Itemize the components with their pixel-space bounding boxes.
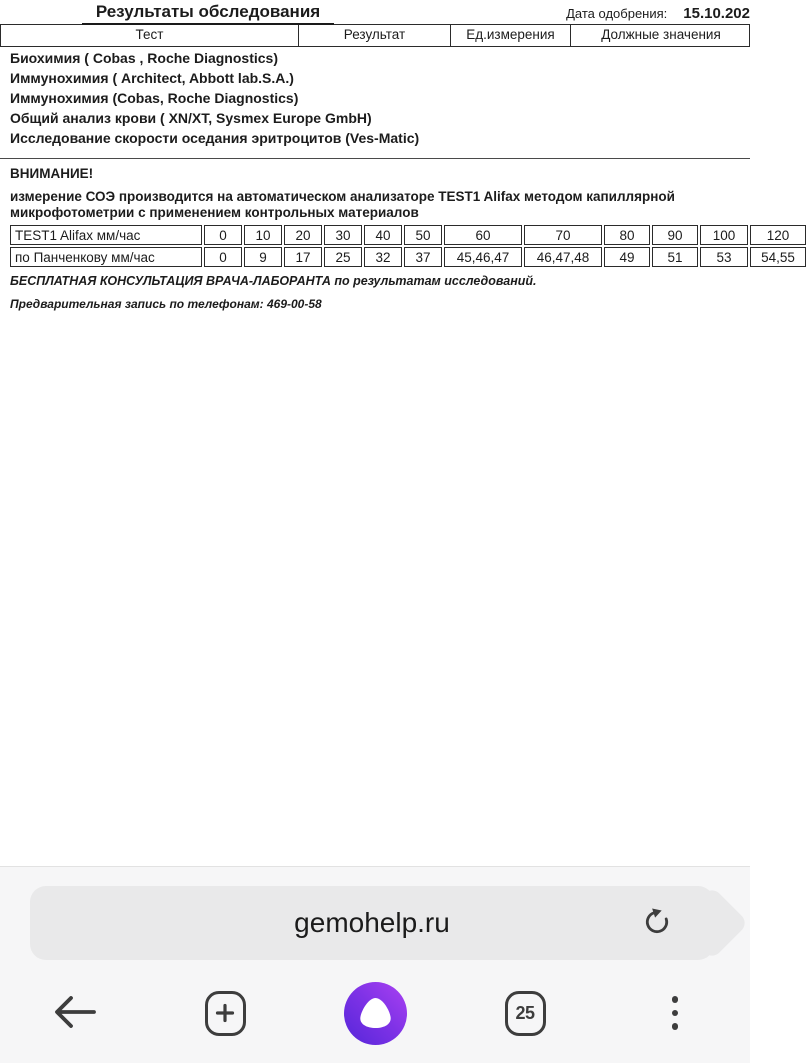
conversion-row [10, 247, 806, 267]
conversion-cell: 100 [700, 225, 748, 245]
column-header-result: Результат [298, 25, 450, 46]
conversion-cell: 51 [652, 247, 698, 267]
conversion-cell: 49 [604, 247, 650, 267]
lab-table-body [0, 47, 750, 147]
menu-button[interactable] [600, 974, 750, 1052]
url-text: gemohelp.ru [294, 907, 450, 938]
conversion-cell: 32 [364, 247, 402, 267]
page-title: Результаты обследования [82, 2, 334, 25]
notice-section [0, 158, 750, 221]
back-arrow-icon [51, 992, 99, 1035]
approval-date-label: Дата одобрения: [566, 6, 668, 21]
notice-text: измерение СОЭ производится на автоматическом анализаторе TEST1 Alifax методом капиллярной микрофотометрии с применением контрольных материалов [10, 189, 675, 220]
conversion-row-label: TEST1 Alifax мм/час [10, 225, 202, 245]
notice-heading: ВНИМАНИЕ! [10, 166, 94, 181]
new-tab-button[interactable] [150, 974, 300, 1052]
conversion-cell: 37 [404, 247, 442, 267]
tabs-count: 25 [515, 1002, 535, 1023]
conversion-cell: 70 [524, 225, 602, 245]
alice-icon [344, 982, 407, 1045]
conversion-cell: 54,55 [750, 247, 806, 267]
conversion-cell: 40 [364, 225, 402, 245]
conversion-cell: 0 [204, 247, 242, 267]
back-button[interactable] [0, 974, 150, 1052]
tabs-button[interactable] [450, 974, 600, 1052]
column-header-reference: Должные значения [570, 25, 751, 46]
conversion-cell: 60 [444, 225, 522, 245]
alice-assistant-button[interactable] [300, 974, 450, 1052]
conversion-cell: 120 [750, 225, 806, 245]
lab-table-header [0, 24, 750, 47]
conversion-cell: 90 [652, 225, 698, 245]
bottom-navigation-bar [0, 974, 750, 1052]
conversion-cell: 10 [244, 225, 282, 245]
report-title-bar [0, 2, 750, 24]
conversion-cell: 20 [284, 225, 322, 245]
column-header-units: Ед.измерения [450, 25, 570, 46]
section-header: Иммунохимия (Cobas, Roche Diagnostics) [10, 90, 299, 106]
column-header-test: Тест [135, 27, 164, 42]
section-header: Общий анализ крови ( XN/XT, Sysmex Europe GmbH) [10, 110, 372, 126]
conversion-cell: 0 [204, 225, 242, 245]
soe-conversion-table [8, 223, 808, 269]
section-header: Биохимия ( Cobas , Roche Diagnostics) [10, 50, 278, 66]
conversion-cell: 53 [700, 247, 748, 267]
approval-date-value: 15.10.202 [683, 5, 750, 22]
reload-icon [641, 906, 673, 941]
section-header: Исследование скорости оседания эритроцитов (Ves-Matic) [10, 130, 420, 146]
conversion-cell: 45,46,47 [444, 247, 522, 267]
consultation-note: БЕСПЛАТНАЯ КОНСУЛЬТАЦИЯ ВРАЧА-ЛАБОРАНТА по результатам исследований. [10, 274, 537, 288]
browser-chrome [0, 866, 750, 1063]
section-header: Иммунохимия ( Architect, Abbott lab.S.A.) [10, 70, 294, 86]
conversion-cell: 9 [244, 247, 282, 267]
plus-icon [205, 991, 246, 1036]
reload-button[interactable] [640, 906, 674, 940]
conversion-cell: 25 [324, 247, 362, 267]
kebab-menu-icon [672, 996, 679, 1030]
conversion-cell: 80 [604, 225, 650, 245]
url-bar[interactable] [30, 886, 714, 960]
conversion-cell: 46,47,48 [524, 247, 602, 267]
conversion-cell: 17 [284, 247, 322, 267]
tabs-icon [505, 991, 546, 1036]
appointment-note: Предварительная запись по телефонам: 469-00-58 [10, 297, 322, 311]
conversion-cell: 30 [324, 225, 362, 245]
conversion-row-label: по Панченкову мм/час [10, 247, 202, 267]
approval-date-block [566, 5, 750, 22]
conversion-row [10, 225, 806, 245]
conversion-cell: 50 [404, 225, 442, 245]
